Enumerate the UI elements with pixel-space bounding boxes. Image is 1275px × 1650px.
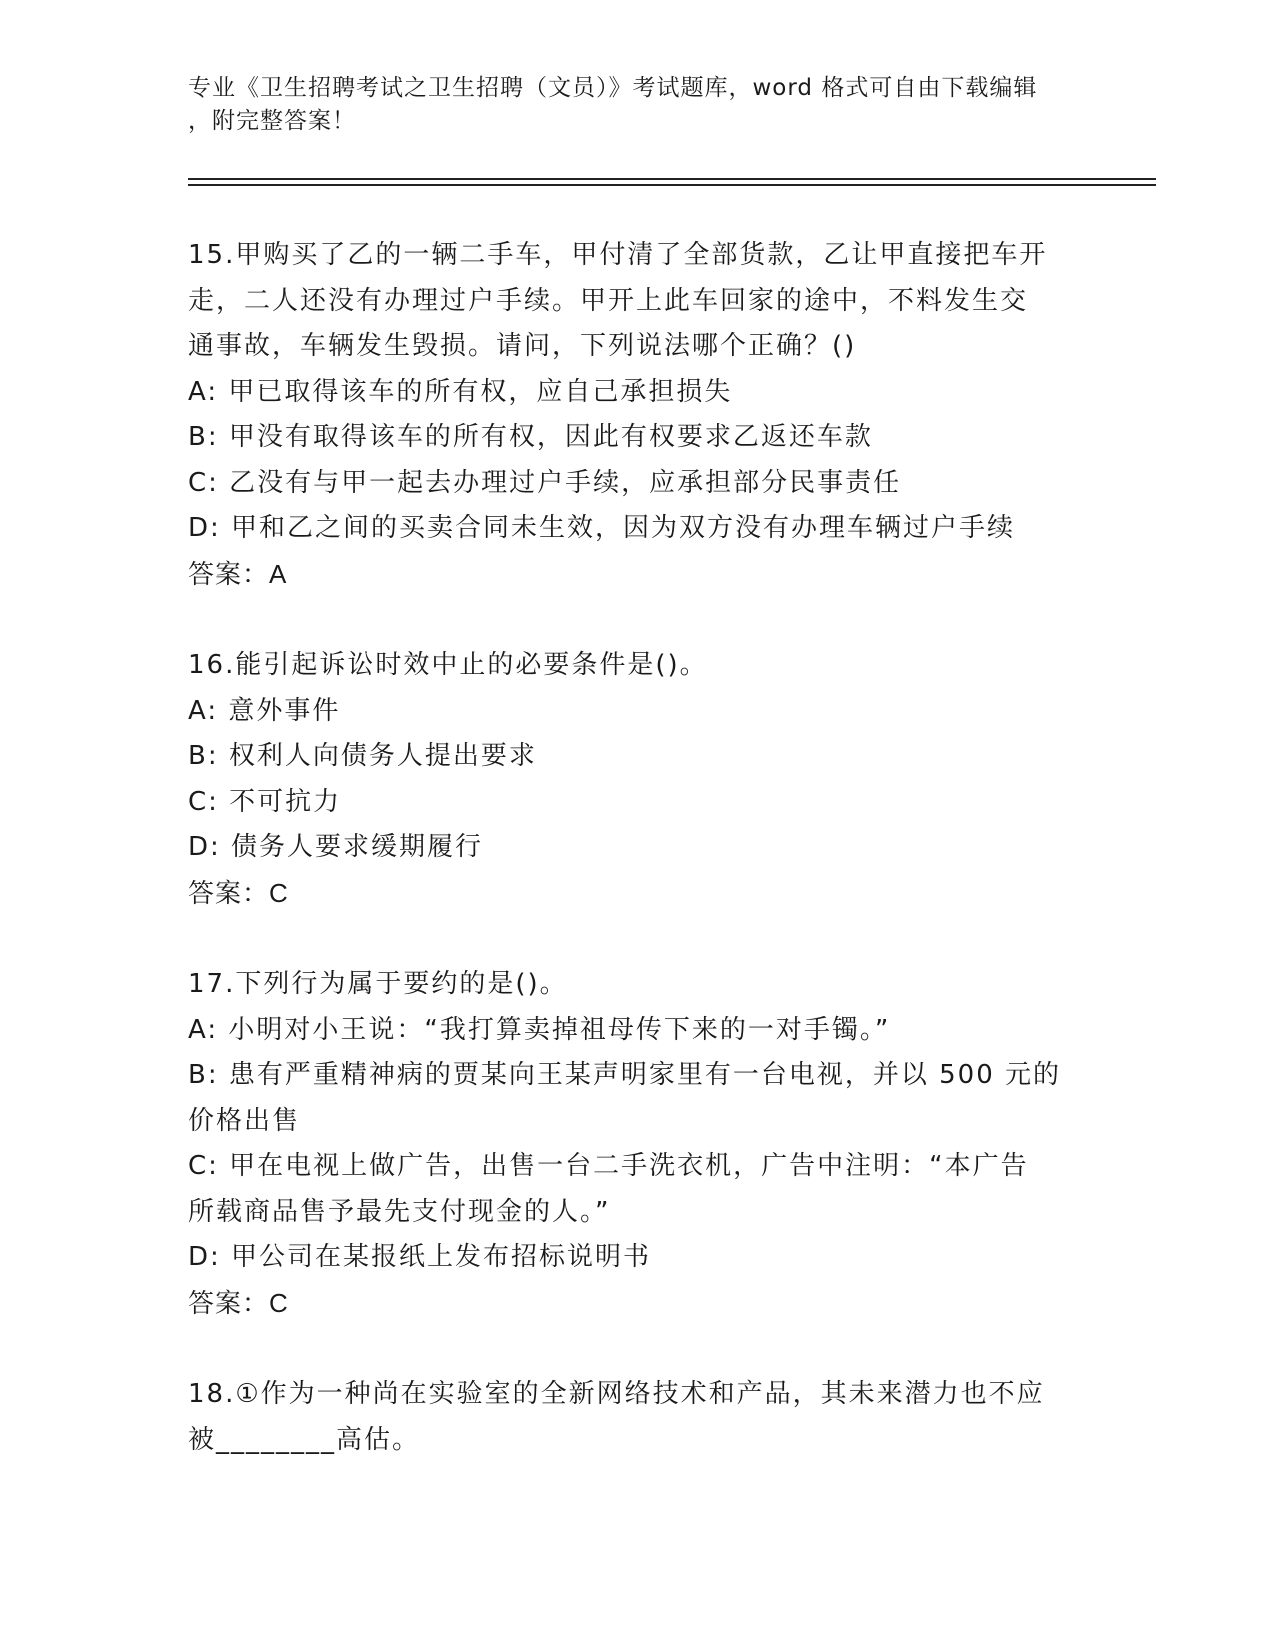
- header-divider-bottom: [188, 184, 1156, 186]
- header-divider-top: [188, 178, 1156, 180]
- question-stem-line: 17.下列行为属于要约的是()。: [188, 969, 568, 999]
- option-b: B: 权利人向债务人提出要求: [188, 741, 537, 771]
- header-line-2: ，附完整答案！: [188, 108, 356, 134]
- option-b: B: 患有严重精神病的贾某向王某声明家里有一台电视，并以 500 元的: [188, 1060, 1062, 1090]
- question-list: [188, 233, 1088, 1463]
- option-a: A: 小明对小王说：“我打算卖掉祖母传下来的一对手镯。”: [188, 1014, 891, 1045]
- question-stem-line: 走，二人还没有办理过户手续。甲开上此车回家的途中，不料发生交: [188, 285, 1029, 316]
- answer-label: 答案：A: [188, 558, 288, 589]
- question-stem-line: 16.能引起诉讼时效中止的必要条件是()。: [188, 650, 708, 680]
- document-header: [188, 72, 1088, 138]
- option-c: C: 甲在电视上做广告，出售一台二手洗衣机，广告中注明：“本广告: [188, 1151, 1029, 1181]
- header-line-1: 专业《卫生招聘考试之卫生招聘（文员）》考试题库，word 格式可自由下载编辑: [188, 75, 1038, 101]
- question-stem-line: 被________高估。: [188, 1424, 421, 1455]
- question-spacer: [188, 597, 1088, 643]
- question-spacer: [188, 1326, 1088, 1372]
- question-18: [188, 1372, 1088, 1463]
- option-d: D: 甲公司在某报纸上发布招标说明书: [188, 1242, 652, 1272]
- question-15: [188, 233, 1088, 597]
- question-17: [188, 962, 1088, 1326]
- option-c: C: 不可抗力: [188, 786, 342, 817]
- option-c-continued: 所载商品售予最先支付现金的人。”: [188, 1196, 611, 1227]
- question-16: [188, 643, 1088, 916]
- option-b: B: 甲没有取得该车的所有权，因此有权要求乙返还车款: [188, 422, 873, 452]
- answer-label: 答案：C: [188, 1287, 289, 1318]
- option-c: C: 乙没有与甲一起去办理过户手续，应承担部分民事责任: [188, 467, 902, 498]
- option-a: A: 意外事件: [188, 695, 341, 726]
- answer-label: 答案：C: [188, 877, 289, 908]
- option-a: A: 甲已取得该车的所有权，应自己承担损失: [188, 376, 733, 407]
- question-stem-line: 通事故，车辆发生毁损。请问，下列说法哪个正确？(): [188, 331, 857, 361]
- question-stem-line: 18.①作为一种尚在实验室的全新网络技术和产品，其未来潜力也不应: [188, 1379, 1045, 1409]
- option-d: D: 甲和乙之间的买卖合同未生效，因为双方没有办理车辆过户手续: [188, 513, 1016, 543]
- option-d: D: 债务人要求缓期履行: [188, 832, 484, 862]
- option-b-continued: 价格出售: [188, 1105, 301, 1136]
- question-stem-line: 15.甲购买了乙的一辆二手车，甲付清了全部货款，乙让甲直接把车开: [188, 240, 1048, 270]
- question-spacer: [188, 916, 1088, 962]
